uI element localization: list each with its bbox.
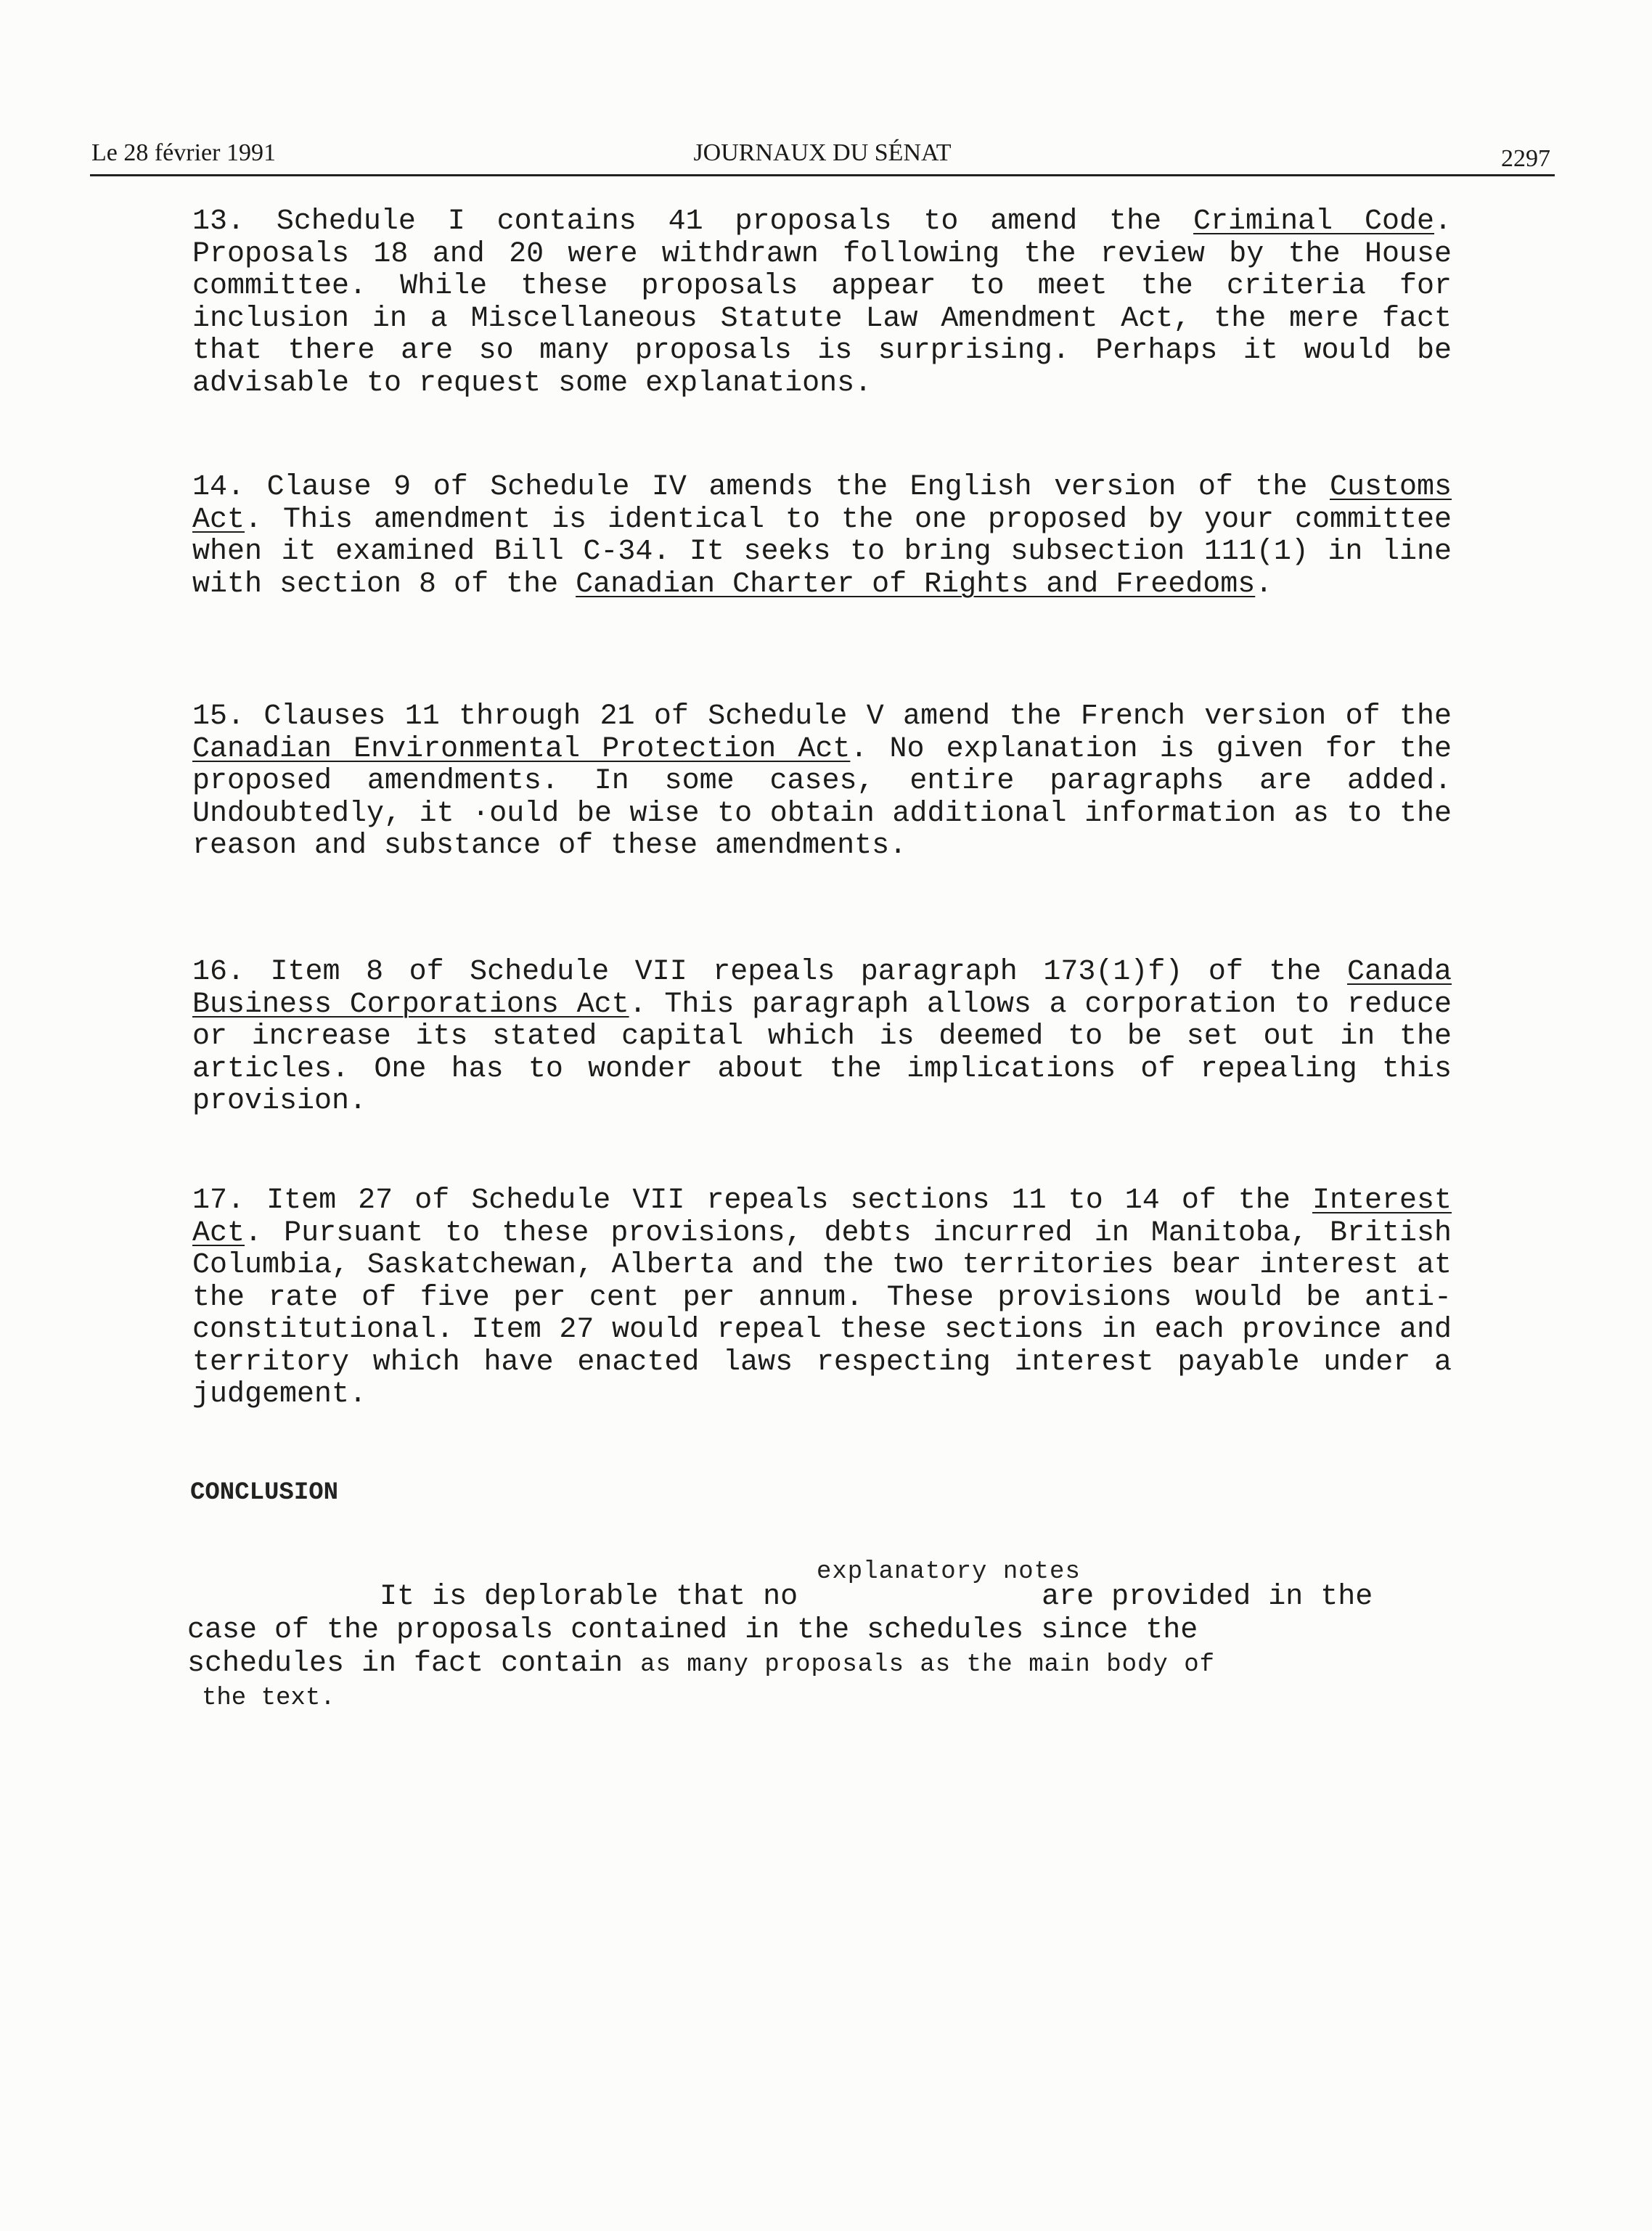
paragraph-15: 15. Clauses 11 through 21 of Schedule V amend the French version of the Canadian Environmental Protection Act. No explanation is given for the proposed amendments. In some cases, entire paragraphs are added. Undoubtedly, it ·ould be wise to obtain additional information as to the reason and substance of these amendments. bbox=[192, 700, 1452, 862]
corporations-act-reference: Canada Business Corporations Act bbox=[192, 956, 1452, 1021]
conclusion-paragraph bbox=[187, 1581, 1452, 1715]
conclusion-line-2: case of the proposals contained in the schedules since the bbox=[187, 1614, 1198, 1647]
header-title: JOURNAUX DU SÉNAT bbox=[693, 139, 952, 166]
criminal-code-reference: Criminal Code bbox=[1193, 205, 1434, 238]
paragraph-14: 14. Clause 9 of Schedule IV amends the English version of the Customs Act. This amendment is identical to the one proposed by your committee when it examined Bill C-34. It seeks to bring subsection 111(1) in line with section 8 of the Canadian Charter of Rights and Freedoms. bbox=[192, 471, 1452, 601]
customs-act-reference: Customs Act bbox=[192, 471, 1452, 536]
page-header bbox=[90, 139, 1555, 176]
conclusion-line-4: the text. bbox=[202, 1684, 335, 1712]
paragraph-16: 16. Item 8 of Schedule VII repeals paragraph 173(1)f) of the Canada Business Corporations Act. This paragraph allows a corporation to reduce or increase its stated capital which is deemed to be set out in the articles. One has to wonder about the implications of repealing this provision. bbox=[192, 956, 1452, 1118]
charter-reference: Canadian Charter of Rights and Freedoms bbox=[576, 568, 1256, 601]
paragraph-13: 13. Schedule I contains 41 proposals to amend the Criminal Code. Proposals 18 and 20 were withdrawn following the review by the House committee. While these proposals appear to meet the criteria for inclusion in a Miscellaneous Statute Law Amendment Act, the mere fact that there are so many proposals is surprising. Perhaps it would be advisable to request some explanations. bbox=[192, 205, 1452, 400]
conclusion-line-3-typed: as many proposals as the main body of bbox=[640, 1651, 1216, 1679]
inserted-annotation: explanatory notes bbox=[817, 1558, 1081, 1586]
header-date: Le 28 février 1991 bbox=[91, 139, 276, 166]
environmental-act-reference: Canadian Environmental Protection Act bbox=[192, 732, 851, 766]
conclusion-line-3: schedules in fact contain as many proposals as the main body of bbox=[187, 1647, 1216, 1680]
conclusion-heading: CONCLUSION bbox=[190, 1479, 339, 1507]
header-page-number: 2297 bbox=[1501, 145, 1550, 172]
paragraph-17: 17. Item 27 of Schedule VII repeals sections 11 to 14 of the Interest Act. Pursuant to these provisions, debts incurred in Manitoba, British Columbia, Saskatchewan, Alberta and the two territories bear interest at the rate of five per cent per annum. These provisions would be anti-constitutional. Item 27 would repeal these sections in each province and territory which have enacted laws respecting interest payable under a judgement. bbox=[192, 1184, 1452, 1411]
conclusion-line-1: It is deplorable that no are provided in the bbox=[380, 1581, 1373, 1613]
interest-act-reference: Interest Act bbox=[192, 1184, 1452, 1250]
